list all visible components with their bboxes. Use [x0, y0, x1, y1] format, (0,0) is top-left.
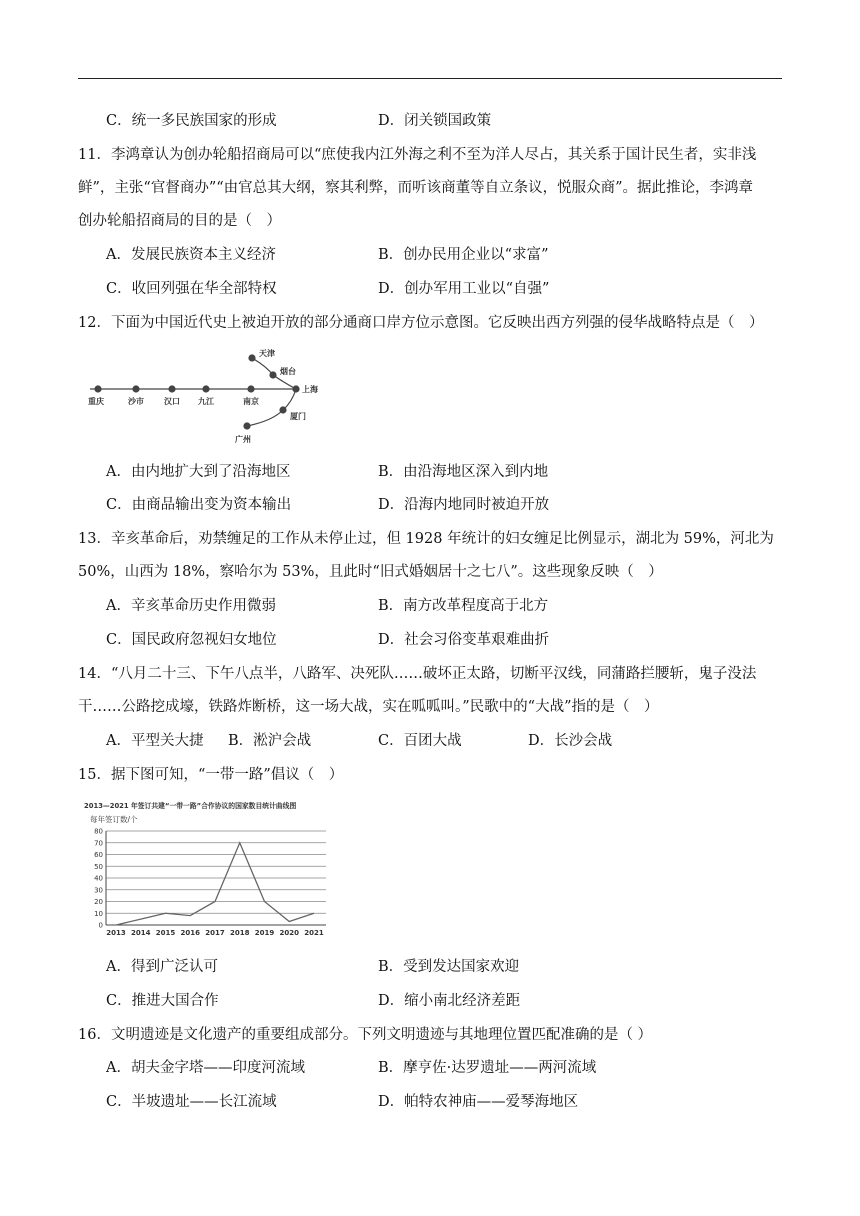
q11-option-b: B．创办民用企业以“求富” — [378, 247, 549, 263]
chart-title: 2013—2021 年签订共建“一带一路”合作协议的国家数目统计曲线图 — [84, 802, 297, 810]
q11-stem-line2: 鲜”，主张“官督商办”“由官总其大纲，察其利弊，而听该商董等自立条议，悦服众商”。据此推论，李鸿章 — [78, 180, 754, 196]
header-rule — [78, 78, 782, 79]
q15-option-d: D．缩小南北经济差距 — [378, 993, 521, 1009]
chart-ytick-label: 30 — [94, 886, 103, 895]
q12-option-d: D．沿海内地同时被迫开放 — [378, 497, 550, 513]
chart-ytick-label: 60 — [94, 851, 103, 859]
chart-ytick-label: 10 — [94, 909, 103, 918]
chart-ytick-label: 70 — [94, 839, 103, 848]
q14-option-d: D．长沙会战 — [528, 733, 613, 749]
port-label-guangzhou: 广州 — [235, 435, 251, 444]
port-dot-tianjin — [248, 354, 255, 361]
q11-option-c: C．收回列强在华全部特权 — [106, 281, 277, 297]
q12-option-a: A．由内地扩大到了沿海地区 — [106, 464, 291, 480]
q14-stem-line2: 干……公路挖成壕，铁路炸断桥，这一场大战，实在呱呱叫。”民歌中的“大战”指的是（ ） — [78, 699, 659, 715]
chart-xtick-label: 2021 — [304, 929, 324, 937]
port-label-tianjin: 天津 — [259, 349, 275, 358]
q16-option-a: A．胡夫金字塔——印度河流域 — [106, 1060, 305, 1076]
q13-option-c: C．国民政府忽视妇女地位 — [106, 632, 277, 648]
q15-option-b: B．受到发达国家欢迎 — [378, 959, 520, 975]
q12-stem-line1: 12．下面为中国近代史上被迫开放的部分通商口岸方位示意图。它反映出西方列强的侵华战略特点是（ ） — [78, 315, 764, 331]
q13-stem-line2: 50%，山西为 18%，察哈尔为 53%，且此时“旧式婚姻居十之七八”。这些现象反映（ ） — [78, 564, 663, 580]
q16-option-d: D．帕特农神庙——爱琴海地区 — [378, 1094, 579, 1110]
q11-stem-line3: 创办轮船招商局的目的是（ ） — [78, 213, 281, 229]
treaty-ports-map — [80, 344, 340, 446]
chart-xtick-label: 2015 — [155, 929, 176, 937]
chart-xtick-label: 2019 — [254, 929, 275, 937]
chart-xtick-label: 2014 — [131, 929, 151, 937]
chart-ytick-label: 50 — [94, 862, 103, 871]
port-label-jiujiang: 九江 — [198, 397, 214, 406]
chart-ytick-label: 20 — [94, 898, 103, 906]
q14-stem-line1: 14．“八月二十三、下午八点半，八路军、决死队……破坏正太路，切断平汉线，同蒲路拦腰斩，鬼子没法 — [78, 666, 757, 682]
chart-xtick-label: 2017 — [205, 929, 225, 937]
q10-option-c: C．统一多民族国家的形成 — [106, 113, 277, 129]
port-label-shanghai: 上海 — [302, 385, 318, 394]
q13-option-b: B．南方改革程度高于北方 — [378, 598, 549, 614]
q11-stem-line1: 11．李鸿章认为创办轮船招商局可以“庶使我内江外海之利不至为洋人尽占，其关系于国计民生者，实非浅 — [78, 147, 757, 163]
q10-option-d: D．闭关锁国政策 — [378, 113, 492, 129]
q15-option-a: A．得到广泛认可 — [106, 959, 218, 975]
port-dot-yantai — [269, 371, 276, 378]
chart-ytick-label: 80 — [94, 827, 103, 836]
q12-option-c: C．由商品输出变为资本输出 — [106, 497, 292, 513]
port-dot-shashi — [132, 385, 139, 392]
q16-stem-line1: 16．文明遗迹是文化遗产的重要组成部分。下列文明遗迹与其地理位置匹配准确的是（ ） — [78, 1027, 653, 1043]
port-dot-jiujiang — [202, 385, 209, 392]
chart-ytick-label: 40 — [94, 874, 103, 883]
q13-stem-line1: 13．辛亥革命后，劝禁缠足的工作从未停止过，但 1928 年统计的妇女缠足比例显示，湖北为 59%，河北为 — [78, 531, 774, 547]
q13-option-a: A．辛亥革命历史作用微弱 — [106, 598, 276, 614]
port-dot-xiamen — [279, 406, 286, 413]
q13-option-d: D．社会习俗变革艰难曲折 — [378, 632, 550, 648]
port-dot-nanjing — [247, 385, 254, 392]
q16-option-b: B．摩亨佐·达罗遗址——两河流域 — [378, 1060, 597, 1076]
port-label-nanjing: 南京 — [243, 397, 259, 406]
port-label-shashi: 沙市 — [128, 397, 144, 406]
chart-xtick-label: 2020 — [279, 929, 299, 937]
q11-option-d: D．创办军用工业以“自强” — [378, 281, 550, 297]
q14-option-b: B．淞沪会战 — [228, 733, 312, 749]
belt-road-agreements-chart — [84, 798, 336, 944]
q12-option-b: B．由沿海地区深入到内地 — [378, 464, 549, 480]
port-dot-guangzhou — [243, 422, 250, 429]
chart-series-line — [116, 843, 314, 925]
chart-xtick-label: 2018 — [230, 929, 250, 937]
port-label-chongqing: 重庆 — [88, 397, 104, 406]
q14-option-a: A．平型关大捷 — [106, 733, 204, 749]
chart-ytick-label: 0 — [98, 921, 103, 930]
q15-stem-line1: 15．据下图可知，“一带一路”倡议（ ） — [78, 767, 344, 783]
port-dot-shanghai — [292, 385, 299, 392]
chart-ylabel: 每年签订数/个 — [90, 815, 138, 824]
port-label-xiamen: 厦门 — [290, 412, 306, 421]
q15-option-c: C．推进大国合作 — [106, 993, 219, 1009]
q14-option-c: C．百团大战 — [378, 733, 462, 749]
chart-xtick-label: 2013 — [106, 929, 126, 937]
port-dot-chongqing — [94, 385, 101, 392]
port-dot-hankou — [168, 385, 175, 392]
chart-xtick-label: 2016 — [180, 929, 200, 937]
q11-option-a: A．发展民族资本主义经济 — [106, 247, 276, 263]
port-label-yantai: 烟台 — [280, 367, 296, 376]
q16-option-c: C．半坡遗址——长江流域 — [106, 1094, 277, 1110]
port-label-hankou: 汉口 — [164, 397, 180, 406]
